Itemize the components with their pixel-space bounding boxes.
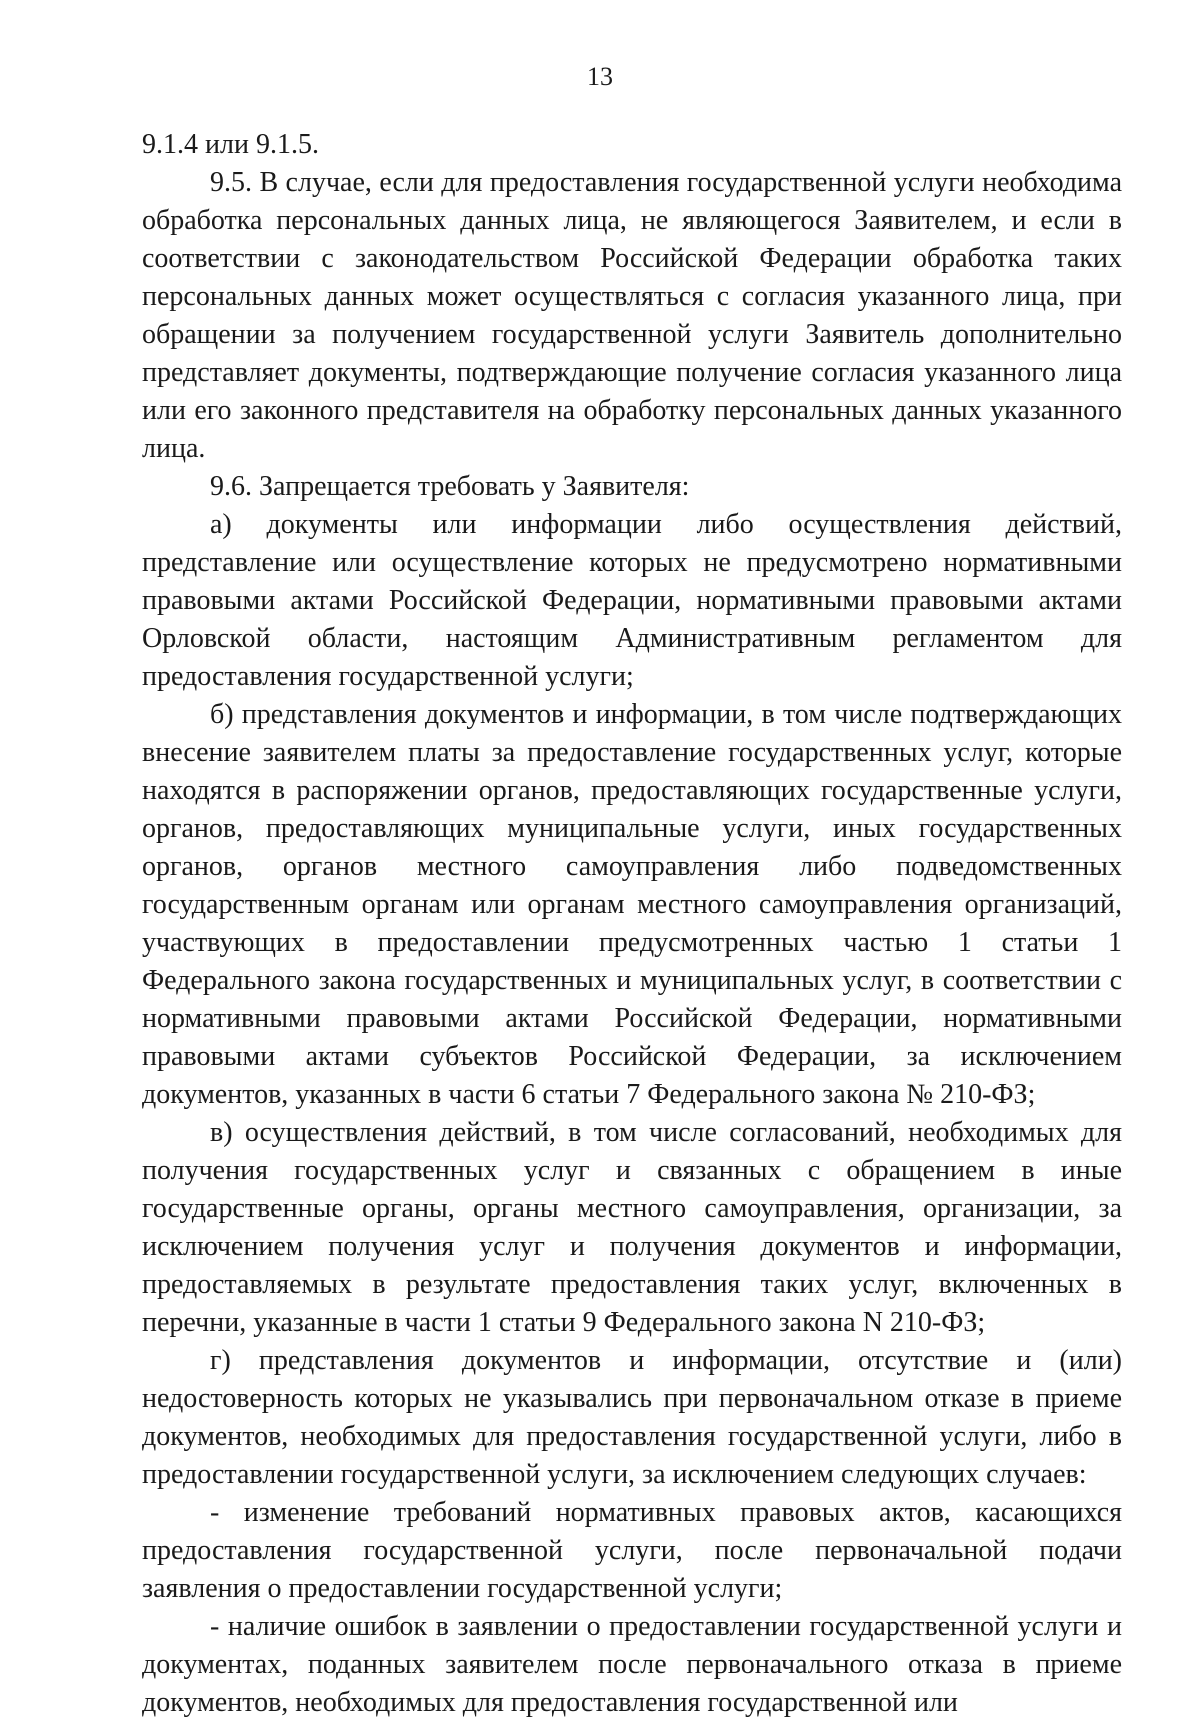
page-number: 13 — [587, 62, 613, 91]
paragraph-continuation: 9.1.4 или 9.1.5. — [142, 129, 319, 160]
dash-item-1: - изменение требований нормативных правовых актов, касающихся предоставления государственной услуги, после первоначальной подачи заявления о предоставлении государственной услуги; — [142, 1497, 1122, 1604]
list-item-g: г) представления документов и информации, отсутствие и (или) недостоверность которых не указывались при первоначальном отказе в приеме документов, необходимых для предоставления государственной услуги, либо в предоставлении государственной услуги, за исключением следующих случаев: — [142, 1345, 1122, 1490]
paragraph-9-5: 9.5. В случае, если для предоставления государственной услуги необходима обработка персональных данных лица, не являющегося Заявителем, и если в соответствии с законодательством Российской Федерации обработка таких персональных данных может осуществляться с согласия указанного лица, при обращении за получением государственной услуги Заявитель дополнительно представляет документы, подтверждающие получение согласия указанного лица или его законного представителя на обработку персональных данных указанного лица. — [142, 167, 1122, 464]
paragraph-9-6: 9.6. Запрещается требовать у Заявителя: — [210, 471, 690, 502]
list-item-v: в) осуществления действий, в том числе согласований, необходимых для получения государственных услуг и связанных с обращением в иные государственные органы, органы местного самоуправления, организации, за исключением получения услуг и получения документов и информации, предоставляемых в результате предоставления таких услуг, включенных в перечни, указанные в части 1 статьи 9 Федерального закона N 210-ФЗ; — [142, 1117, 1122, 1338]
dash-item-2: - наличие ошибок в заявлении о предоставлении государственной услуги и документах, поданных заявителем после первоначального отказа в приеме документов, необходимых для предоставления государственной или — [142, 1611, 1122, 1718]
list-item-a: а) документы или информации либо осуществления действий, представление или осуществление которых не предусмотрено нормативными правовыми актами Российской Федерации, нормативными правовыми актами Орловской области, настоящим Административным регламентом для предоставления государственной услуги; — [142, 509, 1122, 692]
list-item-b: б) представления документов и информации, в том числе подтверждающих внесение заявителем платы за предоставление государственных услуг, которые находятся в распоряжении органов, предоставляющих государственные услуги, органов, предоставляющих муниципальные услуги, иных государственных органов, органов местного самоуправления либо подведомственных государственным органам или органам местного самоуправления организаций, участвующих в предоставлении предусмотренных частью 1 статьи 1 Федерального закона государственных и муниципальных услуг, в соответствии с нормативными правовыми актами Российской Федерации, нормативными правовыми актами субъектов Российской Федерации, за исключением документов, указанных в части 6 статьи 7 Федерального закона № 210-ФЗ; — [142, 699, 1122, 1110]
document-body — [142, 126, 1122, 1722]
